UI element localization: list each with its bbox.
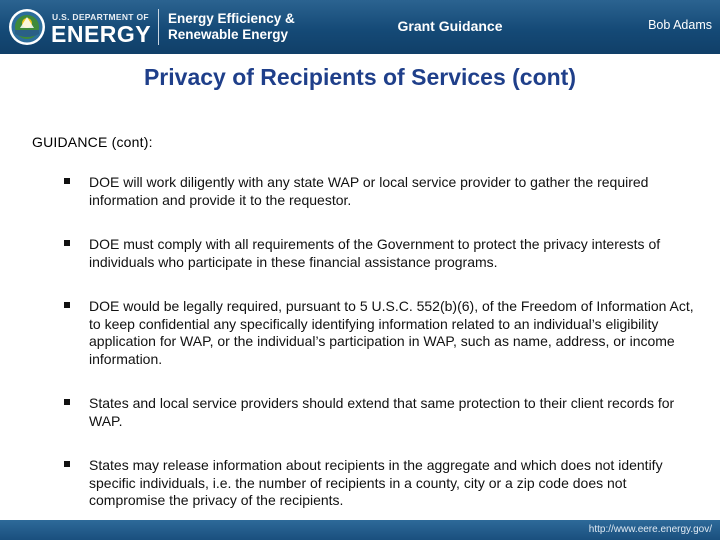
bullet-list bbox=[64, 174, 694, 510]
slide-title: Privacy of Recipients of Services (cont) bbox=[143, 64, 577, 90]
energy-wordmark: ENERGY bbox=[51, 21, 152, 47]
doe-logo[interactable] bbox=[8, 7, 298, 47]
bullet-text: States may release information about recipients in the aggregate and which does not identify specific individuals, i.e. the number of recipients in a county, city or a zip code does not compromise the privacy of the recipients. bbox=[89, 457, 663, 508]
eere-line-2: Renewable Energy bbox=[168, 27, 289, 42]
bullet-text: States and local service providers should extend that same protection to their client records for WAP. bbox=[89, 395, 675, 429]
square-bullet-icon bbox=[64, 178, 70, 184]
author-name: Bob Adams bbox=[648, 18, 712, 32]
eere-line-1: Energy Efficiency & bbox=[168, 11, 295, 26]
section-title: Grant Guidance bbox=[397, 18, 503, 34]
square-bullet-icon bbox=[64, 461, 70, 467]
bullet-text: DOE would be legally required, pursuant to 5 U.S.C. 552(b)(6), of the Freedom of Information Act, to keep confidential any specifically identifying information related to an individual’s eligibility application for WAP, or the individual’s participation in WAP, such as name, address, or income information. bbox=[89, 298, 694, 367]
list-item bbox=[64, 298, 694, 368]
logo-divider bbox=[158, 9, 159, 45]
list-item bbox=[64, 174, 694, 209]
doe-seal-icon bbox=[8, 8, 46, 46]
eere-wordmark bbox=[168, 11, 295, 43]
square-bullet-icon bbox=[64, 302, 70, 308]
list-item bbox=[64, 395, 694, 430]
footer-url-link[interactable]: http://www.eere.energy.gov/ bbox=[588, 524, 712, 535]
bullet-text: DOE must comply with all requirements of the Government to protect the privacy interests of individuals who participate in these financial assistance programs. bbox=[89, 236, 661, 270]
dept-line: U.S. DEPARTMENT OF bbox=[52, 12, 149, 22]
list-item bbox=[64, 457, 694, 510]
square-bullet-icon bbox=[64, 399, 70, 405]
header-bar bbox=[0, 0, 720, 54]
list-item bbox=[64, 236, 694, 271]
guidance-label: GUIDANCE (cont): bbox=[32, 134, 153, 150]
square-bullet-icon bbox=[64, 240, 70, 246]
footer-bar bbox=[0, 520, 720, 540]
bullet-text: DOE will work diligently with any state WAP or local service provider to gather the required information and provide it to the requestor. bbox=[89, 174, 649, 208]
